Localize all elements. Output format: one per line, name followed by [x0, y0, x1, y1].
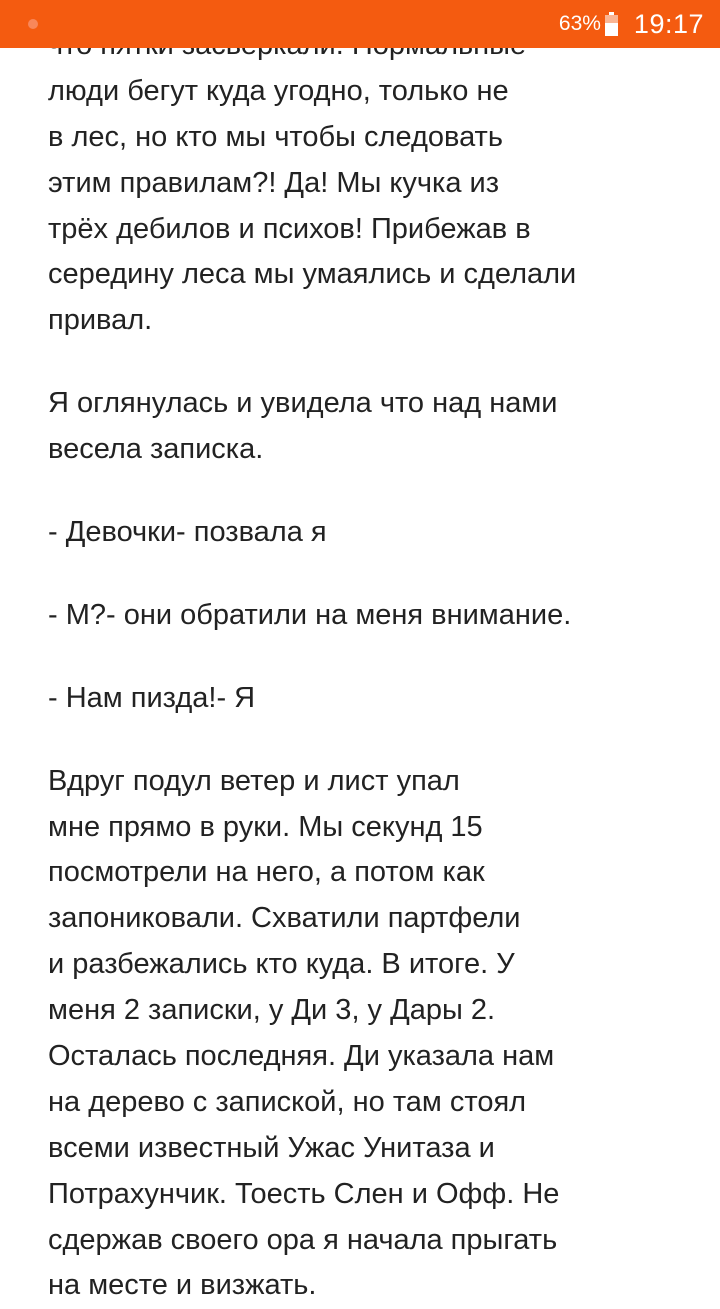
text-line: Осталась последняя. Ди указала нам: [48, 1040, 555, 1073]
text-line: привал.: [48, 304, 153, 337]
text-line: Вдруг подул ветер и лист упал: [48, 764, 460, 797]
paragraph-gap: [48, 473, 688, 510]
text-line: меня 2 записки, у Ди 3, у Дары 2.: [48, 994, 496, 1027]
paragraph: [48, 510, 688, 556]
clock: 19:17: [633, 8, 704, 39]
text-line: Потрахунчик. Тоесть Слен и Офф. Не: [48, 1177, 560, 1210]
notification-dot-icon: [28, 19, 38, 29]
battery-percent: 63%: [558, 12, 601, 35]
text-line: запониковали. Схватили партфели: [48, 902, 521, 935]
paragraph: [48, 23, 688, 344]
text-line: мне прямо в руки. Мы секунд 15: [48, 810, 483, 843]
text-line: трёх дебилов и психов! Прибежав в: [48, 212, 531, 245]
paragraph: [48, 676, 688, 722]
battery-fill: [605, 23, 618, 36]
text-line: на месте и визжать.: [48, 1269, 317, 1302]
paragraph-gap: [48, 639, 688, 676]
text-line: люди бегут куда угодно, только не: [48, 74, 509, 107]
text-line: середину леса мы умаялись и сделали: [48, 258, 577, 291]
story-text: [48, 23, 688, 1309]
paragraph: [48, 593, 688, 639]
text-line: - Нам пизда!- Я: [48, 681, 256, 714]
paragraph-gap: [48, 344, 688, 381]
text-line: Я оглянулась и увидела что над нами: [48, 387, 558, 420]
paragraph-gap: [48, 722, 688, 759]
text-line: всеми известный Ужас Унитаза и: [48, 1131, 495, 1164]
text-line: в лес, но кто мы чтобы следовать: [48, 120, 503, 153]
status-bar: [0, 0, 720, 48]
status-indicators: [559, 0, 704, 48]
text-line: весела записка.: [48, 433, 264, 466]
text-line: и разбежались кто куда. В итоге. У: [48, 948, 515, 981]
text-line: - Девочки- позвала я: [48, 516, 327, 549]
paragraph-gap: [48, 556, 688, 593]
paragraph: [48, 381, 688, 473]
battery-icon: [605, 12, 618, 36]
text-line: посмотрели на него, а потом как: [48, 856, 485, 889]
text-line: на дерево с запиской, но там стоял: [48, 1085, 527, 1118]
text-line: сдержав своего ора я начала прыгать: [48, 1223, 558, 1256]
text-line: - М?- они обратили на меня внимание.: [48, 598, 572, 631]
text-line: этим правилам?! Да! Мы кучка из: [48, 166, 500, 199]
paragraph: [48, 759, 688, 1309]
